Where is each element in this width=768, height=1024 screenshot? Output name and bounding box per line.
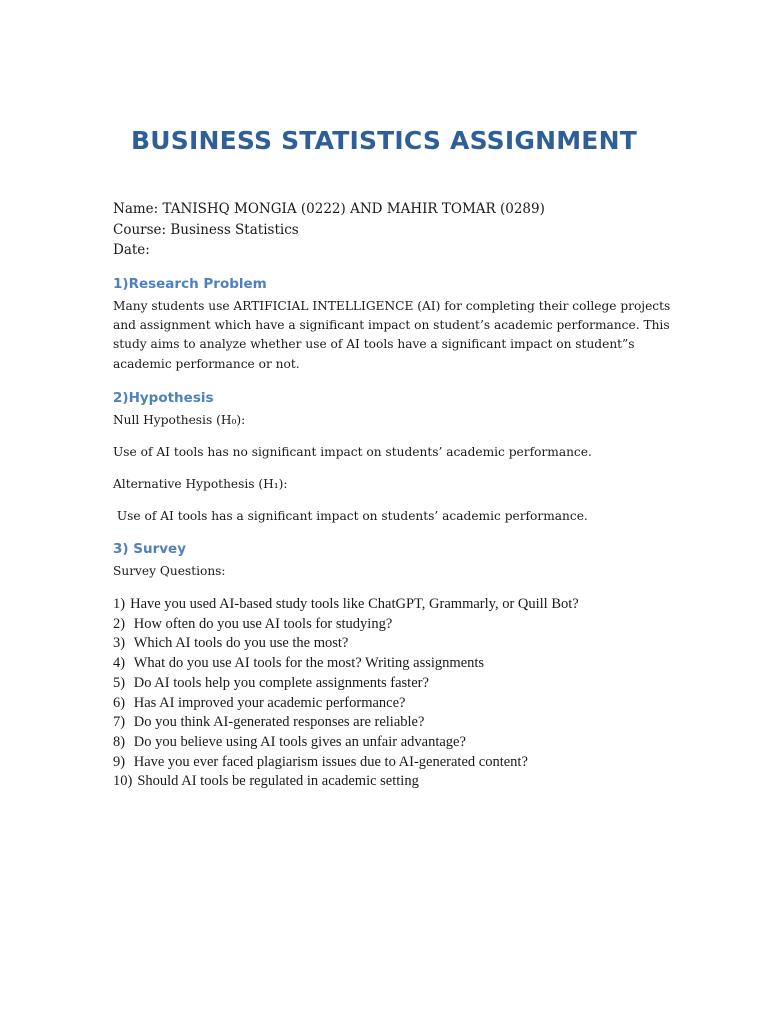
question-number: 4) <box>113 655 129 672</box>
student-info-block <box>113 199 545 261</box>
list-item <box>113 654 579 674</box>
research-problem-heading: 1)Research Problem <box>113 276 267 292</box>
question-number: 10) <box>113 773 133 790</box>
question-text: Have you used AI-based study tools like ChatGPT, Grammarly, or Quill Bot? <box>130 596 579 612</box>
question-number: 2) <box>113 615 129 632</box>
question-number: 1) <box>113 596 126 612</box>
alternative-hypothesis-label: Alternative Hypothesis (H₁): <box>113 477 288 491</box>
list-item <box>113 674 579 694</box>
paragraph-line: study aims to analyze whether use of AI tools have a significant impact on student”s <box>113 337 635 352</box>
question-text: Should AI tools be regulated in academic setting <box>137 773 419 790</box>
survey-heading: 3) Survey <box>113 541 187 557</box>
document-title: BUSINESS STATISTICS ASSIGNMENT <box>131 126 637 155</box>
list-item <box>113 733 579 753</box>
question-text: Has AI improved your academic performance? <box>133 694 406 711</box>
question-number: 3) <box>113 635 129 652</box>
question-text: How often do you use AI tools for studying? <box>133 615 393 632</box>
question-number: 8) <box>113 733 129 750</box>
list-item <box>113 772 579 792</box>
paragraph-line: academic performance or not. <box>113 356 300 371</box>
question-number: 6) <box>113 694 129 711</box>
question-text: What do you use AI tools for the most? Writing assignments <box>133 655 485 672</box>
date-line: Date: <box>113 242 150 258</box>
paragraph-line: and assignment which have a significant impact on student’s academic performance. This <box>113 318 670 333</box>
survey-question-list <box>113 595 579 792</box>
question-text: Which AI tools do you use the most? <box>133 635 349 652</box>
question-text: Have you ever faced plagiarism issues due to AI-generated content? <box>133 753 528 770</box>
null-hypothesis-label: Null Hypothesis (H₀): <box>113 413 246 427</box>
list-item <box>113 713 579 733</box>
list-item <box>113 634 579 654</box>
alternative-hypothesis-text: Use of AI tools has a significant impact on students’ academic performance. <box>113 509 588 523</box>
null-hypothesis-text: Use of AI tools has no significant impact on students’ academic performance. <box>113 445 592 459</box>
survey-intro: Survey Questions: <box>113 564 226 578</box>
list-item <box>113 753 579 773</box>
question-text: Do you believe using AI tools gives an unfair advantage? <box>133 733 466 750</box>
research-problem-paragraph <box>113 297 671 374</box>
list-item <box>113 615 579 635</box>
list-item <box>113 694 579 714</box>
question-number: 9) <box>113 753 129 770</box>
question-text: Do you think AI-generated responses are reliable? <box>133 714 425 731</box>
paragraph-line: Many students use ARTIFICIAL INTELLIGENCE (AI) for completing their college projects <box>113 299 671 313</box>
hypothesis-heading: 2)Hypothesis <box>113 390 214 406</box>
question-text: Do AI tools help you complete assignments faster? <box>133 674 429 691</box>
course-line: Course: Business Statistics <box>113 221 299 238</box>
question-number: 7) <box>113 714 129 731</box>
question-number: 5) <box>113 674 129 691</box>
list-item <box>113 595 579 615</box>
student-names: Name: TANISHQ MONGIA (0222) AND MAHIR TOMAR (0289) <box>113 201 545 217</box>
